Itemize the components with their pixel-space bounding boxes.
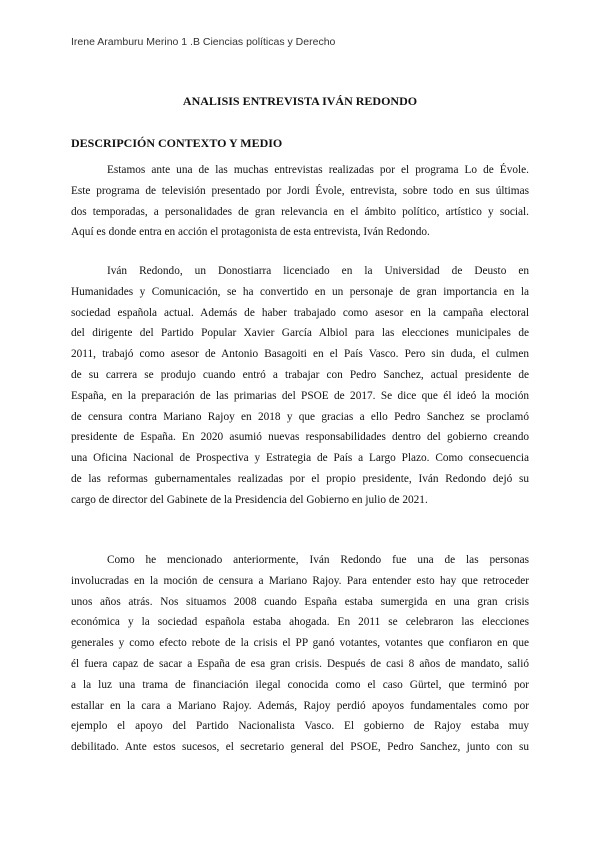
paragraph-line: Aquí es donde entra en acción el protagonista de esta entrevista, Iván Redondo. bbox=[71, 226, 430, 239]
paragraph-line: cargo de director del Gabinete de la Presidencia del Gobierno en julio de 2021. bbox=[71, 493, 428, 506]
page-header-author-line: Irene Aramburu Merino 1 .B Ciencias políticas y Derecho bbox=[71, 36, 336, 48]
paragraph-line: ejemplo el apoyo del Partido Nacionalista Vasco. El gobierno de Rajoy estaba muy bbox=[71, 720, 529, 733]
paragraph-context bbox=[71, 160, 529, 243]
paragraph-line: España, en la preparación de las primarias del PSOE de 2017. Se dice que él ideó la moción bbox=[71, 389, 529, 402]
paragraph-line: a la luz una trama de financiación ilegal conocida como el caso Gürtel, que terminó por bbox=[71, 678, 529, 691]
paragraph-mocion-censura bbox=[71, 550, 529, 758]
paragraph-line: involucradas en la moción de censura a Mariano Rajoy. Para entender esto hay que retroceder bbox=[71, 574, 529, 587]
paragraph-line: Estamos ante una de las muchas entrevistas realizadas por el programa Lo de Évole. bbox=[107, 164, 529, 176]
paragraph-line: dos temporadas, a personalidades de gran relevancia en el ámbito político, artístico y social. bbox=[71, 205, 529, 218]
paragraph-line: Humanidades y Comunicación, se ha convertido en un personaje de gran importancia en la bbox=[71, 285, 529, 298]
paragraph-line: presidente de España. En 2020 asumió nuevas responsabilidades dentro del gobierno creando bbox=[71, 431, 529, 444]
paragraph-line: Iván Redondo, un Donostiarra licenciado en la Universidad de Deusto en bbox=[107, 265, 529, 277]
paragraph-line: Este programa de televisión presentado por Jordi Évole, entrevista, sobre todo en sus últimas bbox=[71, 184, 529, 197]
section-heading: DESCRIPCIÓN CONTEXTO Y MEDIO bbox=[71, 136, 283, 150]
paragraph-line: él fuera capaz de sacar a España de esa gran crisis. Después de casi 8 años de mandato, salió bbox=[71, 657, 529, 670]
paragraph-line: de su carrera se produjo cuando entró a trabajar con Pedro Sanchez, actual presidente de bbox=[71, 368, 529, 381]
document-title: ANALISIS ENTREVISTA IVÁN REDONDO bbox=[182, 94, 418, 108]
paragraph-line: una Oficina Nacional de Prospectiva y Estrategia de País a Largo Plazo. Como consecuencia bbox=[71, 452, 529, 465]
paragraph-line: de las reformas gubernamentales realizadas por el propio presidente, Iván Redondo dejó su bbox=[71, 472, 529, 485]
paragraph-line: generales y como efecto rebote de la crisis el PP ganó votantes, votantes que confiaron en que bbox=[71, 637, 529, 650]
paragraph-line: unos años atrás. Nos situamos 2008 cuando España estaba sumergida en una gran crisis bbox=[71, 595, 529, 608]
paragraph-line: del dirigente del Partido Popular Xavier García Albiol para las elecciones municipales de bbox=[71, 327, 529, 340]
paragraph-line: Como he mencionado anteriormente, Iván Redondo fue una de las personas bbox=[107, 554, 529, 566]
paragraph-line: estallar en la cara a Mariano Rajoy. Además, Rajoy perdió apoyos fundamentales como por bbox=[71, 699, 529, 712]
paragraph-line: de censura contra Mariano Rajoy en 2018 y que gracias a ello Pedro Sanchez se proclamó bbox=[71, 410, 529, 423]
paragraph-ivan-redondo-bio bbox=[71, 261, 529, 511]
paragraph-line: económica y la sociedad española estaba ahogada. En 2011 se celebraron las elecciones bbox=[71, 616, 529, 629]
paragraph-line: debilitado. Ante estos sucesos, el secretario general del PSOE, Pedro Sanchez, junto con su bbox=[71, 741, 529, 754]
paragraph-line: 2011, trabajó como asesor de Antonio Basagoiti en el País Vasco. Pero sin duda, el culmen bbox=[71, 348, 529, 361]
paragraph-line: sociedad española actual. Además de haber trabajado como asesor en la campaña electoral bbox=[71, 306, 529, 319]
